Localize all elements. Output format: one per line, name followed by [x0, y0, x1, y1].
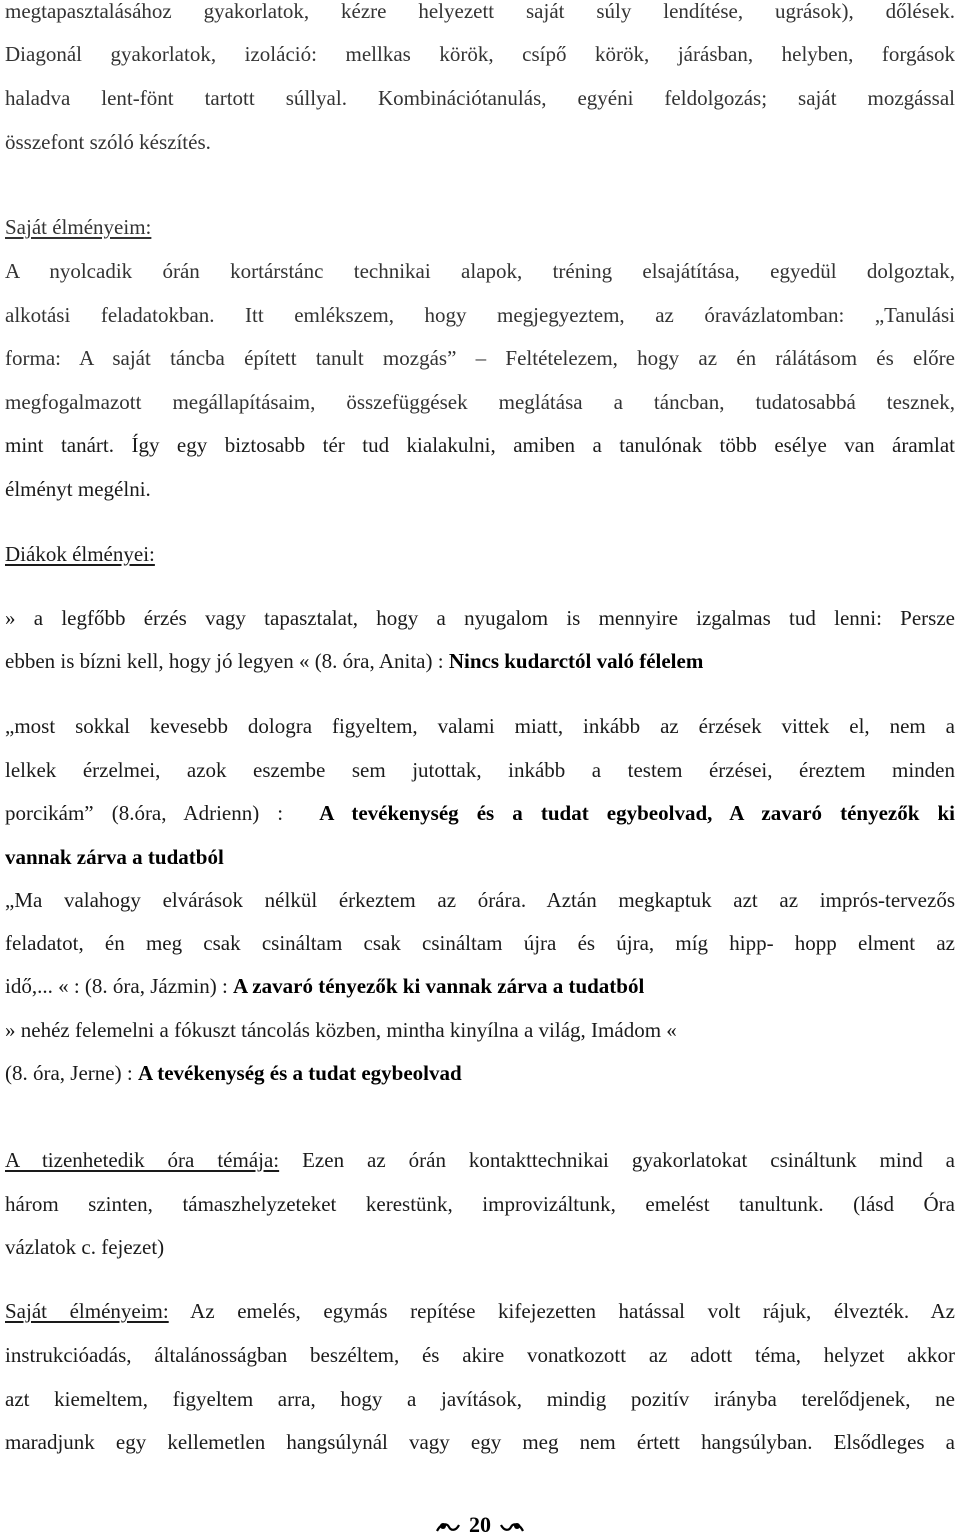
text-line: [5, 0, 955, 26]
text-line: [5, 842, 955, 872]
bold-text: A tevékenység és a tudat egybeolvad, A zavaró tényezők ki: [319, 801, 955, 825]
text-segment: (8. óra, Jerne) :: [5, 1061, 138, 1085]
text-line: [5, 300, 955, 330]
text-segment: porcikám” (8.óra, Adrienn) :: [5, 801, 320, 825]
text-line: [5, 83, 955, 113]
text-segment: megtapasztalásához gyakorlatok, kézre helyezett saját súly lendítése, ugrások), dőlések.: [5, 0, 955, 23]
text-segment: Diagonál gyakorlatok, izoláció: mellkas körök, csípő körök, járásban, helyben, forgások: [5, 42, 955, 66]
text-line: [5, 1232, 955, 1262]
text-segment: ebben is bízni kell, hogy jó legyen « (8. óra, Anita) :: [5, 649, 449, 673]
text-line: [5, 1189, 955, 1219]
text-segment: mint tanárt. Így egy biztosabb tér tud kialakulni, amiben a tanulónak több esélye van áramlat: [5, 433, 955, 457]
text-line: [5, 39, 955, 69]
text-segment: instrukcióadás, általánosságban beszéltem, és akire vonatkozott az adott téma, helyzet akkor: [5, 1343, 955, 1367]
text-segment: alkotási feladatokban. Itt emlékszem, hogy megjegyeztem, az óravázlatomban: „Tanulási: [5, 303, 955, 327]
text-line: [5, 256, 955, 286]
text-line: [5, 343, 955, 373]
underlined-heading-text: Saját élményeim:: [5, 1299, 169, 1323]
text-segment: forma: A saját táncba épített tanult mozgás” – Feltételezem, hogy az én rálátásom és előre: [5, 346, 955, 370]
text-line: [5, 646, 955, 676]
text-line: [5, 1340, 955, 1370]
text-segment: feladatot, én meg csak csináltam csak csináltam újra és újra, míg hipp- hopp elment az: [5, 931, 955, 955]
text-line: [5, 971, 955, 1001]
text-segment: azt kiemeltem, figyeltem arra, hogy a javítások, mindig pozitív irányba terelődjenek, ne: [5, 1387, 955, 1411]
text-segment: élményt megélni.: [5, 477, 151, 501]
text-segment: „most sokkal kevesebb dologra figyeltem, valami miatt, inkább az érzések vittek el, nem a: [5, 714, 955, 738]
page-footer: [0, 1512, 960, 1540]
bold-text: Nincs kudarctól való félelem: [448, 649, 704, 673]
text-line: [5, 1145, 955, 1175]
text-line: [5, 798, 955, 828]
text-line: [5, 127, 955, 157]
text-segment: A nyolcadik órán kortárstánc technikai alapok, tréning elsajátítása, egyedül dolgoztak,: [5, 259, 955, 283]
text-segment: haladva lent-fönt tartott súllyal. Kombinációtanulás, egyéni feldolgozás; saját mozgással: [5, 86, 955, 110]
fleuron-left-icon: [435, 1514, 461, 1540]
text-line: [5, 387, 955, 417]
text-line: [5, 885, 955, 915]
bold-text: A zavaró tényezők ki vannak zárva a tudatból: [233, 974, 645, 998]
text-line: [5, 430, 955, 460]
text-segment: „Ma valahogy elvárások nélkül érkeztem az órára. Aztán megkaptuk azt az imprós-tervezős: [5, 888, 955, 912]
text-line: [5, 474, 955, 504]
section-heading: [5, 539, 955, 569]
text-line: [5, 711, 955, 741]
text-segment: Az emelés, egymás repítése kifejezetten hatással volt rájuk, élvezték. Az: [168, 1299, 955, 1323]
text-line: [5, 1384, 955, 1414]
underlined-heading-text: Saját élményeim:: [5, 215, 152, 239]
underlined-heading-text: Diákok élményei:: [5, 542, 155, 566]
text-segment: összefont szóló készítés.: [5, 130, 211, 154]
section-heading: [5, 212, 955, 242]
text-segment: lelkek érzelmei, azok eszembe sem jutottak, inkább a testem érzései, éreztem minden: [5, 758, 955, 782]
text-line: [5, 1296, 955, 1326]
text-segment: megfogalmazott megállapításaim, összefüggések meglátása a táncban, tudatosabbá tesznek,: [5, 390, 955, 414]
page-number: 20: [469, 1512, 491, 1537]
text-line: [5, 603, 955, 633]
text-segment: idő,... « : (8. óra, Jázmin) :: [5, 974, 234, 998]
text-segment: Ezen az órán kontakttechnikai gyakorlatokat csináltunk mind a: [279, 1148, 955, 1172]
bold-text: vannak zárva a tudatból: [5, 845, 224, 869]
text-line: [5, 755, 955, 785]
text-segment: » nehéz felemelni a fókuszt táncolás közben, mintha kinyílna a világ, Imádom «: [5, 1018, 677, 1042]
text-segment: vázlatok c. fejezet): [5, 1235, 165, 1259]
text-segment: » a legfőbb érzés vagy tapasztalat, hogy a nyugalom is mennyire izgalmas tud lenni: Persze: [5, 606, 955, 630]
fleuron-right-icon: [499, 1514, 525, 1540]
text-line: [5, 1427, 955, 1457]
underlined-heading-text: A tizenhetedik óra témája:: [5, 1148, 280, 1172]
text-line: [5, 928, 955, 958]
text-segment: három szinten, támaszhelyzeteket kerestünk, improvizáltunk, emelést tanultunk. (lásd Óra: [5, 1192, 955, 1216]
text-line: [5, 1058, 955, 1088]
bold-text: A tevékenység és a tudat egybeolvad: [137, 1061, 462, 1085]
text-segment: maradjunk egy kellemetlen hangsúlynál vagy egy meg nem értett hangsúlyban. Elsődleges a: [5, 1430, 955, 1454]
text-line: [5, 1015, 955, 1045]
